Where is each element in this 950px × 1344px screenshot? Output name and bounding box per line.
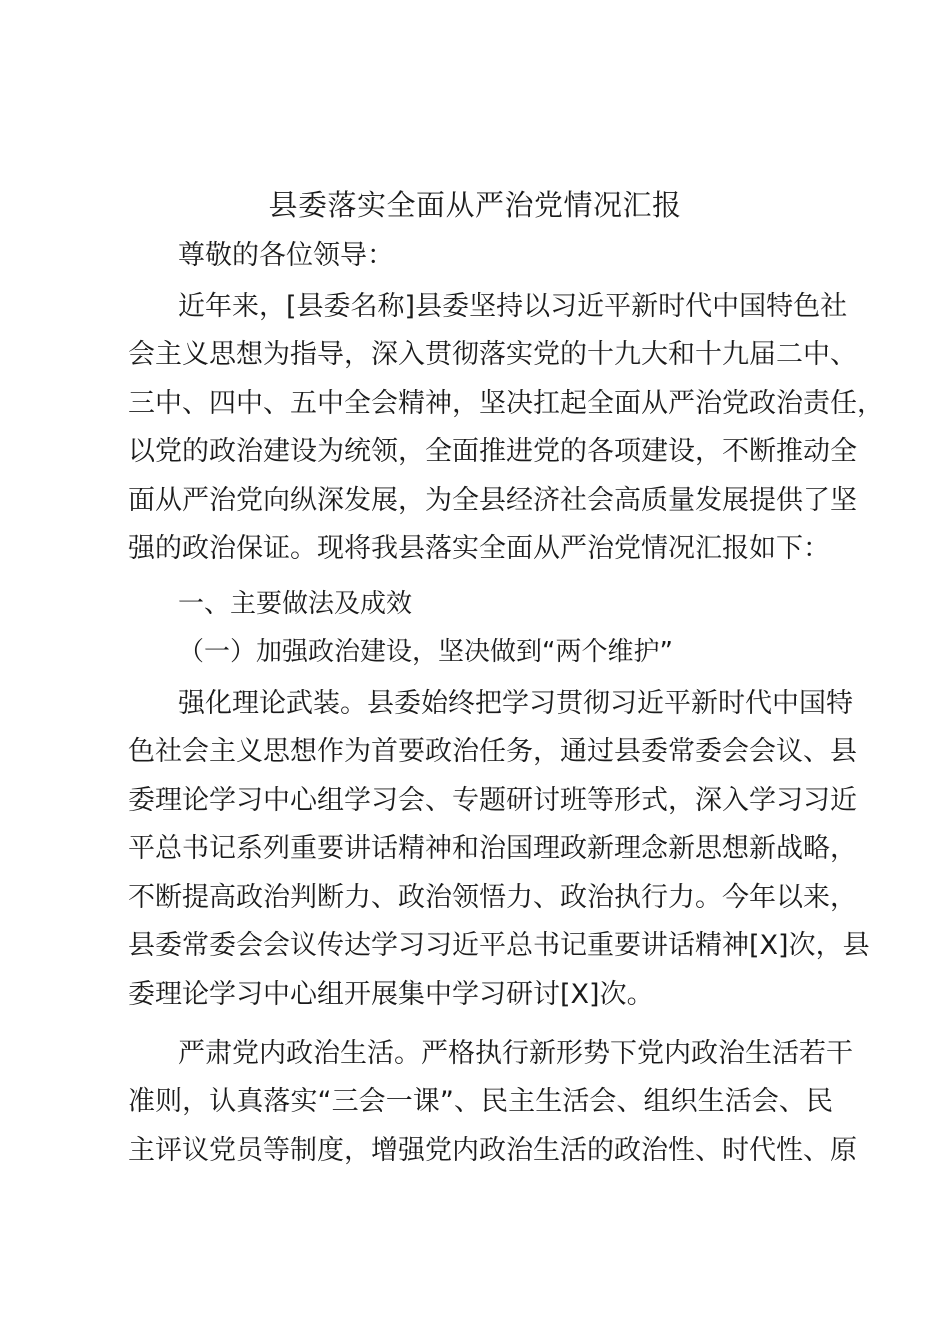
paragraph-line: 委理论学习中心组开展集中学习研讨[X]次。	[128, 979, 654, 1010]
paragraph-line: 平总书记系列重要讲话精神和治国理政新理念新思想新战略，	[128, 833, 857, 864]
paragraph-line: 主评议党员等制度，增强党内政治生活的政治性、时代性、原	[128, 1135, 857, 1166]
intro-line: 三中、四中、五中全会精神，坚决扛起全面从严治党政治责任，	[128, 388, 884, 419]
intro-line: 以党的政治建设为统领，全面推进党的各项建设，不断推动全	[128, 436, 857, 467]
salutation: 尊敬的各位领导：	[178, 240, 394, 271]
section-heading: 一、主要做法及成效	[178, 589, 413, 619]
document-title: 县委落实全面从严治党情况汇报	[268, 188, 682, 222]
paragraph-line: 委理论学习中心组学习会、专题研讨班等形式，深入学习习近	[128, 785, 857, 816]
paragraph-line: 县委常委会会议传达学习习近平总书记重要讲话精神[X]次，县	[128, 930, 870, 961]
intro-line: 近年来，[县委名称]县委坚持以习近平新时代中国特色社	[178, 291, 848, 322]
subsection-heading: （一）加强政治建设，坚决做到“两个维护”	[178, 637, 673, 667]
paragraph-line: 色社会主义思想作为首要政治任务，通过县委常委会会议、县	[128, 736, 857, 767]
intro-line: 面从严治党向纵深发展，为全县经济社会高质量发展提供了坚	[128, 485, 857, 516]
paragraph-line: 严肃党内政治生活。严格执行新形势下党内政治生活若干	[178, 1038, 853, 1069]
paragraph-line: 准则，认真落实“三会一课”、民主生活会、组织生活会、民	[128, 1086, 833, 1117]
paragraph-line: 不断提高政治判断力、政治领悟力、政治执行力。今年以来，	[128, 882, 857, 913]
paragraph-line: 强化理论武装。县委始终把学习贯彻习近平新时代中国特	[178, 688, 853, 719]
intro-line: 强的政治保证。现将我县落实全面从严治党情况汇报如下：	[128, 533, 830, 564]
intro-line: 会主义思想为指导，深入贯彻落实党的十九大和十九届二中、	[128, 339, 857, 370]
